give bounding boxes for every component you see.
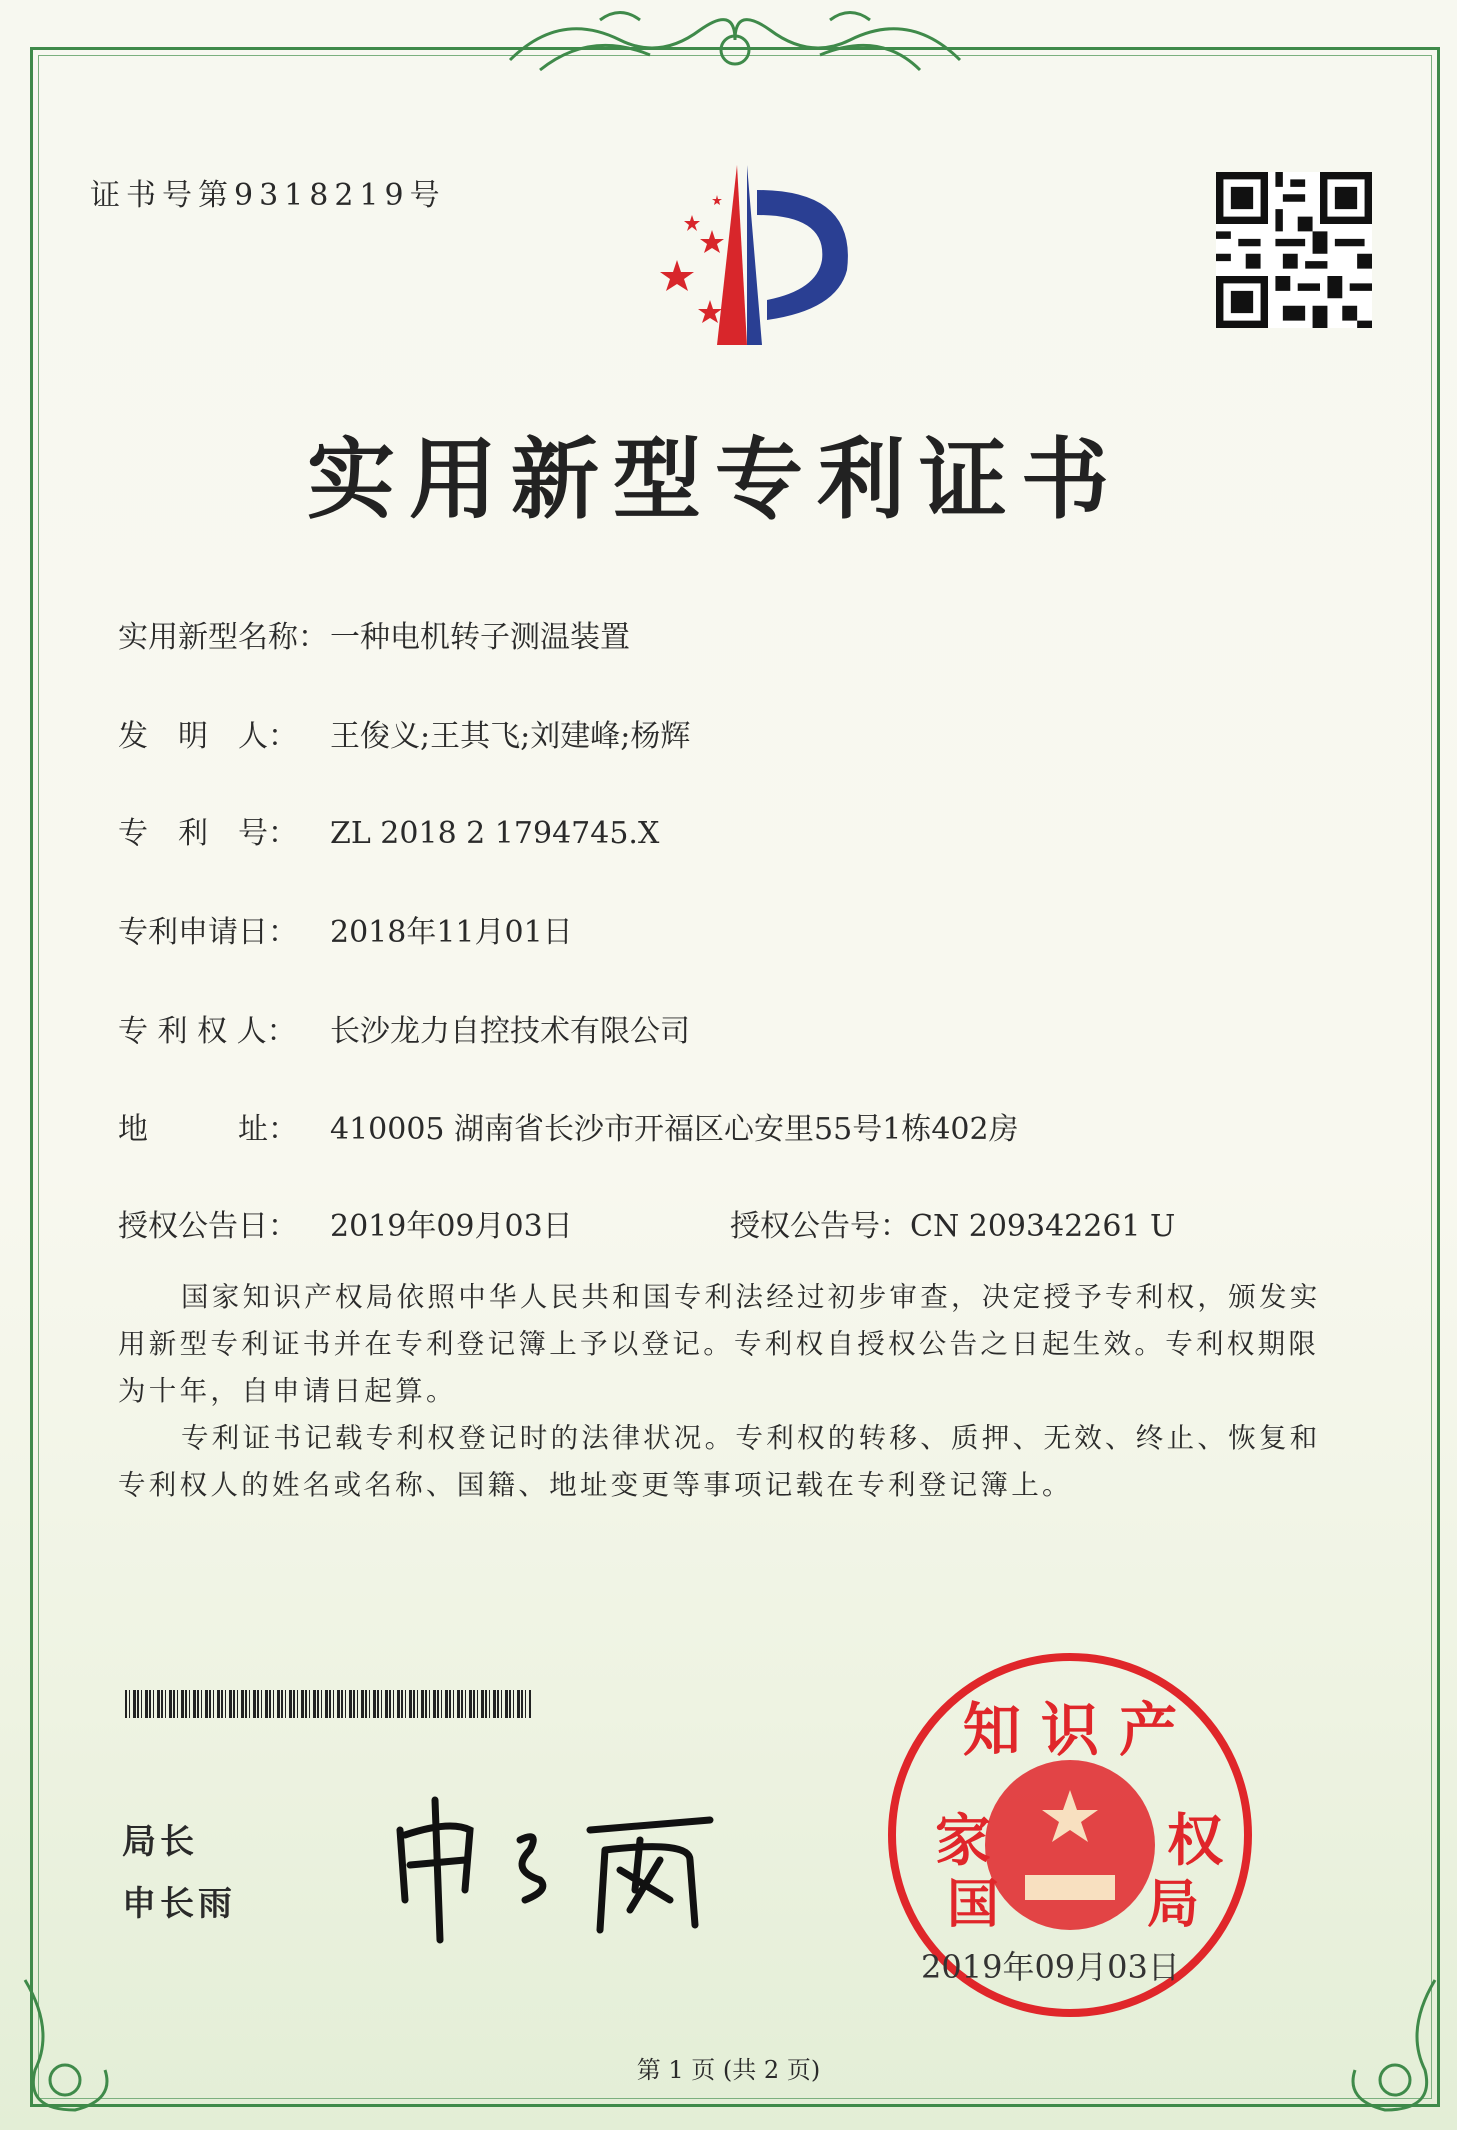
svg-text:国: 国 (947, 1874, 1000, 1935)
field-label: 授权公告号： (730, 1209, 910, 1244)
corner-ornament-icon (1335, 1970, 1445, 2120)
field-value: 长沙龙力自控技术有限公司 (330, 1014, 690, 1049)
page-indicator: 第 1 页 (共 2 页) (636, 2056, 821, 2084)
field-label: 授权公告日： (118, 1209, 298, 1244)
field-value: ZL 2018 2 1794745.X (330, 816, 660, 851)
field-label: 专 利 号： (118, 816, 298, 851)
field-address (118, 1104, 1019, 1148)
field-value: 王俊义;王其飞;刘建峰;杨辉 (330, 719, 691, 754)
director-title: 局长 (122, 1822, 198, 1862)
top-ornament-icon (500, 0, 970, 80)
field-inventors (118, 711, 690, 755)
seal-date: 2019年09月03日 (921, 1948, 1180, 1986)
qr-code-icon (1216, 172, 1372, 328)
field-value: 一种电机转子测温装置 (330, 620, 630, 655)
field-label: 发 明 人： (118, 719, 298, 754)
svg-text:家: 家 (935, 1808, 991, 1874)
corner-ornament-icon (15, 1970, 125, 2120)
director-name: 申长雨 (122, 1884, 236, 1924)
field-label: 专利申请日： (118, 915, 298, 950)
field-label: 地 址： (118, 1112, 298, 1147)
field-value: 410005 湖南省长沙市开福区心安里55号1栋402房 (330, 1112, 1019, 1147)
certificate-title: 实用新型专利证书 (306, 427, 1123, 531)
certificate-number: 证书号第9318219号 (90, 178, 446, 213)
field-value: CN 209342261 U (910, 1209, 1176, 1244)
svg-text:局: 局 (1147, 1874, 1200, 1935)
statement-paragraph: 专利证书记载专利权登记时的法律状况。专利权的转移、质押、无效、终止、恢复和专利权人的姓名或名称、国籍、地址变更等事项记载在专利登记簿上。 (118, 1422, 1321, 1501)
statement-paragraph: 国家知识产权局依照中华人民共和国专利法经过初步审查，决定授予专利权，颁发实用新型专利证书并在专利登记簿上予以登记。专利权自授权公告之日起生效。专利权期限为十年，自申请日起算。 (118, 1281, 1321, 1407)
svg-text:知 识 产: 知 识 产 (962, 1696, 1178, 1764)
svg-text:权: 权 (1167, 1808, 1223, 1874)
field-application-date (118, 907, 573, 951)
field-announcement-number (730, 1201, 1175, 1245)
field-utility-model-name (118, 612, 630, 656)
field-patent-number (118, 808, 659, 852)
barcode-icon (125, 1690, 531, 1718)
field-label: 实用新型名称： (118, 620, 328, 655)
statement-block (118, 1274, 1348, 1509)
field-value: 2018年11月01日 (330, 915, 573, 950)
field-patentee (118, 1006, 690, 1050)
signature-icon (390, 1790, 740, 1950)
field-label: 专 利 权 人： (118, 1014, 297, 1049)
field-value: 2019年09月03日 (330, 1209, 573, 1244)
cnipa-logo-icon (617, 160, 867, 350)
field-grant-date (118, 1201, 573, 1245)
